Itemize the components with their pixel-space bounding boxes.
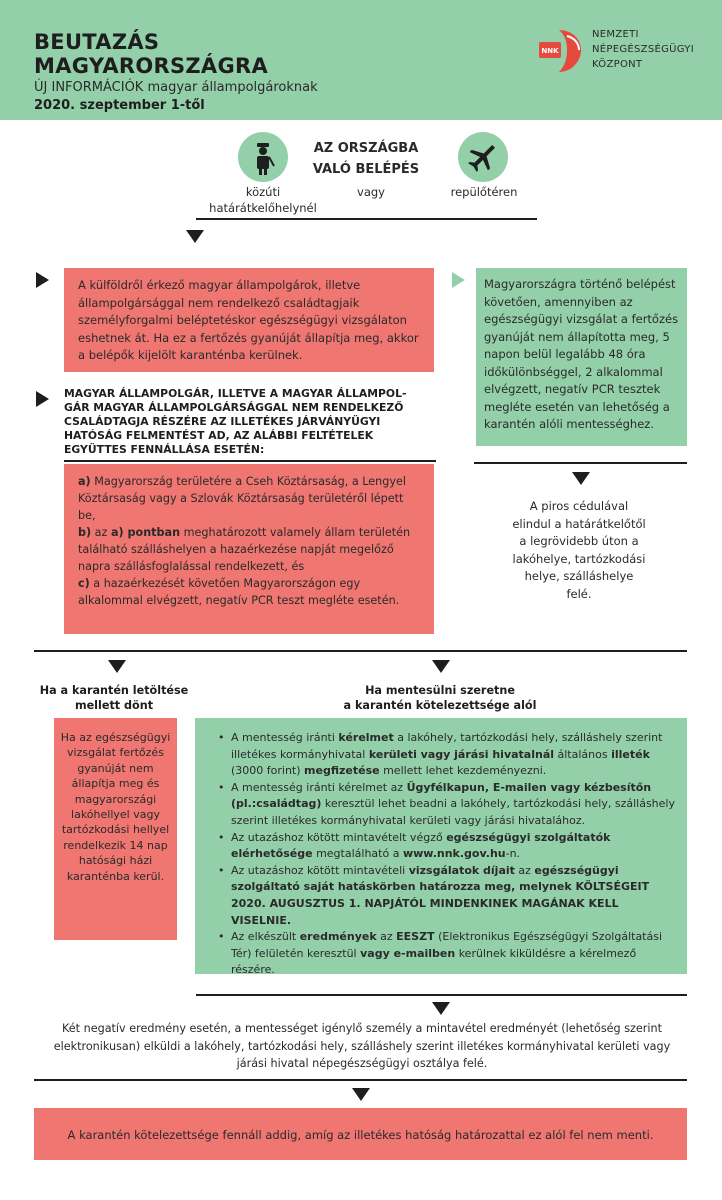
quarantine-option-heading: Ha a karantén letöltése mellett dönt bbox=[39, 684, 189, 712]
exemption-step-item bbox=[231, 863, 677, 929]
airplane-icon bbox=[458, 132, 508, 182]
exemption-step-text: A mentesség iránti bbox=[231, 731, 339, 744]
subtitle-lead: ÚJ INFORMÁCIÓK bbox=[34, 80, 144, 95]
logo-line-2: NÉPEGÉSZSÉGÜGYI bbox=[592, 44, 694, 55]
logo-line-1: NEMZETI bbox=[592, 29, 639, 40]
exemption-step-text: az bbox=[376, 930, 397, 944]
logo-badge: NNK bbox=[541, 47, 559, 55]
entry-heading bbox=[296, 138, 436, 180]
condition-c-label: c) bbox=[78, 577, 90, 590]
arrow-down-icon bbox=[352, 1088, 370, 1101]
road-label-line-2: határátkelőhelynél bbox=[209, 201, 317, 215]
exemption-heading-line-5: EGYÜTTES FENNÁLLÁSA ESETÉN: bbox=[64, 443, 265, 456]
exemption-step-text: (Elektronikus Egészségügyi Szolgáltatási Tér) felületén keresztül bbox=[231, 930, 663, 960]
exemption-step-text: vagy e-mailben bbox=[360, 946, 456, 960]
condition-b-ref: a) pontban bbox=[110, 526, 181, 539]
or-label: vagy bbox=[357, 185, 385, 199]
exemption-step-text: EESZT bbox=[396, 930, 435, 944]
arrow-down-icon bbox=[432, 660, 450, 673]
red-card-instructions: A piros cédulával elindul a határátkelőtől a legrövidebb úton a lakóhelye, tartózkodási helye, szálláshelye felé. bbox=[512, 499, 646, 601]
exemption-step-text: (3000 forint) bbox=[231, 764, 305, 778]
exemption-step-text: kérelmet bbox=[338, 731, 394, 744]
divider-line bbox=[64, 460, 436, 462]
exemption-option-heading bbox=[300, 683, 580, 713]
air-label: repülőtéren bbox=[450, 185, 518, 199]
exemption-option-heading-line-2: a karantén kötelezettsége alól bbox=[343, 699, 537, 712]
divider-line bbox=[474, 462, 687, 464]
red-box-home-quarantine: Ha az egészségügyi vizsgálat fertőzés gyanúját nem állapítja meg és magyarországi lakóhellyel vagy tartózkodási hellyel rendelkezik 14 nap hatósági házi karanténba kerül. bbox=[54, 718, 177, 940]
condition-a bbox=[78, 473, 420, 524]
condition-b-pre: az bbox=[91, 526, 111, 539]
divider-line bbox=[196, 218, 537, 220]
exemption-step-text: keresztül lehet beadni a lakóhely, tartózkodási hely, szálláshely szerint illetékes kormányhivatal kerületi vagy járási hivatalához. bbox=[231, 797, 675, 827]
exemption-step-text: kerülnek kiküldésre a kérelmező részére. bbox=[231, 946, 637, 977]
exemption-step-text: A mentesség iránti kérelmet az bbox=[231, 780, 407, 794]
exemption-step-text: -n. bbox=[505, 847, 521, 861]
exemption-step-text: általános bbox=[554, 747, 612, 761]
exemption-step-text: eredmények bbox=[299, 930, 377, 944]
negative-results-instructions: Két negatív eredmény esetén, a mentességet igénylő személy a mintavétel eredményét (lehetőség szerint elektronikusan) elküldi a lakóhely, tartózkodási hely, szálláshely szerint illetékes kormányhivatal kerületi vagy járási hivatal népegészségügyi osztálya felé. bbox=[53, 1022, 671, 1070]
logo-line-3: KÖZPONT bbox=[592, 59, 643, 70]
condition-b-text: meghatározott valamely állam területén található szálláshelyen a hazaérkezése napját megelőző napra szállásfoglalással rendelkezett, és bbox=[78, 526, 411, 573]
green-box-exemption-steps bbox=[195, 718, 687, 977]
red-box-conditions bbox=[64, 464, 434, 634]
exemption-heading-line-4: HATÓSÁG FELMENTÉST AD, AZ ALÁBBI FELTÉTELEK bbox=[64, 429, 374, 442]
date-line: 2020. szeptember 1-től bbox=[34, 98, 205, 113]
exemption-step-text: mellett lehet kezdeményezni. bbox=[379, 764, 547, 778]
exemption-step-text: egészségügyi szolgáltató saját hatáskörben határozza meg, melynek KÖLTSÉGEIT 2020. AUGUSZTUS 1. NAPJÁTÓL MINDENKINEK MAGÁNAK KELL VISELNIE. bbox=[231, 863, 650, 927]
page-title bbox=[34, 30, 268, 78]
arrow-right-icon bbox=[36, 272, 49, 288]
exemption-step-text: Az utazáshoz kötött mintavételi bbox=[231, 863, 409, 877]
exemption-step-item bbox=[231, 730, 677, 780]
exemption-step-item bbox=[231, 929, 677, 979]
road-label-line-1: közúti bbox=[245, 185, 281, 199]
exemption-heading bbox=[64, 387, 444, 457]
exemption-heading-line-3: CSALÁDTAGJA RÉSZÉRE AZ ILLETÉKES JÁRVÁNYÜGYI bbox=[64, 415, 381, 428]
condition-b bbox=[78, 524, 420, 575]
arrow-down-icon bbox=[186, 230, 204, 243]
condition-c bbox=[78, 575, 420, 609]
exemption-step-text: www.nnk.gov.hu bbox=[402, 847, 506, 861]
condition-a-text: Magyarország területére a Cseh Köztársaság, a Lengyel Köztársaság vagy a Szlovák Köztársaság területéről lépett be, bbox=[78, 475, 406, 522]
exemption-step-item bbox=[231, 830, 677, 863]
divider-line bbox=[196, 994, 687, 996]
entry-heading-line-1: AZ ORSZÁGBA bbox=[313, 141, 419, 156]
exemption-steps-list bbox=[217, 730, 677, 979]
exemption-step-text: Az utazáshoz kötött mintavételt végző bbox=[231, 830, 447, 844]
exemption-step-text: Az elkészült bbox=[231, 930, 300, 944]
arrow-down-icon bbox=[108, 660, 126, 673]
exemption-step-text: vizsgálatok díjait bbox=[408, 863, 515, 877]
exemption-option-heading-line-1: Ha mentesülni szeretne bbox=[365, 684, 515, 697]
exemption-step-text: Ügyfélkapun, E-mailen vagy kézbesítőn (pl.:családtag) bbox=[231, 780, 652, 811]
arrow-down-icon bbox=[572, 472, 590, 485]
exemption-step-text: megfizetése bbox=[304, 764, 380, 778]
green-box-pcr-exemption: Magyarországra történő belépést követően, amennyiben az egészségügyi vizsgálat a fertőzés gyanúját nem állapította meg, 5 napon belül legalább 48 óra időkülönbséggel, 2 alkalommal elvégzett, negatív PCR tesztek megléte esetén van lehetőség a karantén alóli mentességhez. bbox=[476, 268, 687, 446]
arrow-right-green-icon bbox=[452, 272, 465, 288]
subtitle bbox=[34, 80, 318, 95]
logo-text bbox=[592, 27, 694, 72]
entry-heading-line-2: VALÓ BELÉPÉS bbox=[312, 162, 420, 177]
condition-c-text: a hazaérkezését követően Magyarországon egy alkalommal elvégzett, negatív PCR teszt megléte esetén. bbox=[78, 577, 400, 607]
divider-line bbox=[34, 650, 687, 652]
exemption-step-item bbox=[231, 780, 677, 830]
divider-line bbox=[34, 1079, 687, 1081]
arrow-right-icon bbox=[36, 391, 49, 407]
exemption-step-text: illeték bbox=[611, 747, 650, 761]
exemption-step-text: az bbox=[514, 863, 535, 877]
final-quarantine-notice: A karantén kötelezettsége fennáll addig, amíg az illetékes hatóság határozattal ez alól fel nem menti. bbox=[34, 1108, 687, 1160]
exemption-step-text: megtalálható a bbox=[312, 847, 403, 861]
exemption-step-text: egészségügyi szolgáltatók elérhetősége bbox=[231, 830, 611, 861]
title-line-1: BEUTAZÁS bbox=[34, 30, 160, 54]
condition-b-label: b) bbox=[78, 526, 92, 539]
border-guard-icon bbox=[238, 132, 288, 182]
exemption-step-text: kerületi vagy járási hivatalnál bbox=[368, 747, 555, 761]
exemption-heading-line-2: GÁR MAGYAR ÁLLAMPOLGÁRSÁGGAL NEM RENDELKEZŐ bbox=[64, 401, 404, 414]
title-line-2: MAGYARORSZÁGRA bbox=[34, 54, 269, 78]
road-label bbox=[200, 184, 326, 216]
arrow-down-icon bbox=[432, 1002, 450, 1015]
subtitle-rest: magyar állampolgároknak bbox=[143, 80, 318, 95]
exemption-heading-line-1: MAGYAR ÁLLAMPOLGÁR, ILLETVE A MAGYAR ÁLLAMPOL- bbox=[64, 387, 407, 400]
condition-a-label: a) bbox=[78, 475, 91, 488]
nnk-logo-icon bbox=[537, 28, 587, 74]
red-box-entry-check: A külföldről érkező magyar állampolgárok, illetve állampolgársággal nem rendelkező családtagjaik személyforgalmi beléptetéskor egészségügyi vizsgálaton eshetnek át. Ha ez a fertőzés gyanúját állapítja meg, akkor a belépők kijelölt karanténba kerülnek. bbox=[64, 268, 434, 372]
exemption-step-text: a lakóhely, tartózkodási hely, szálláshely szerint illetékes kormányhivatal bbox=[231, 731, 663, 761]
